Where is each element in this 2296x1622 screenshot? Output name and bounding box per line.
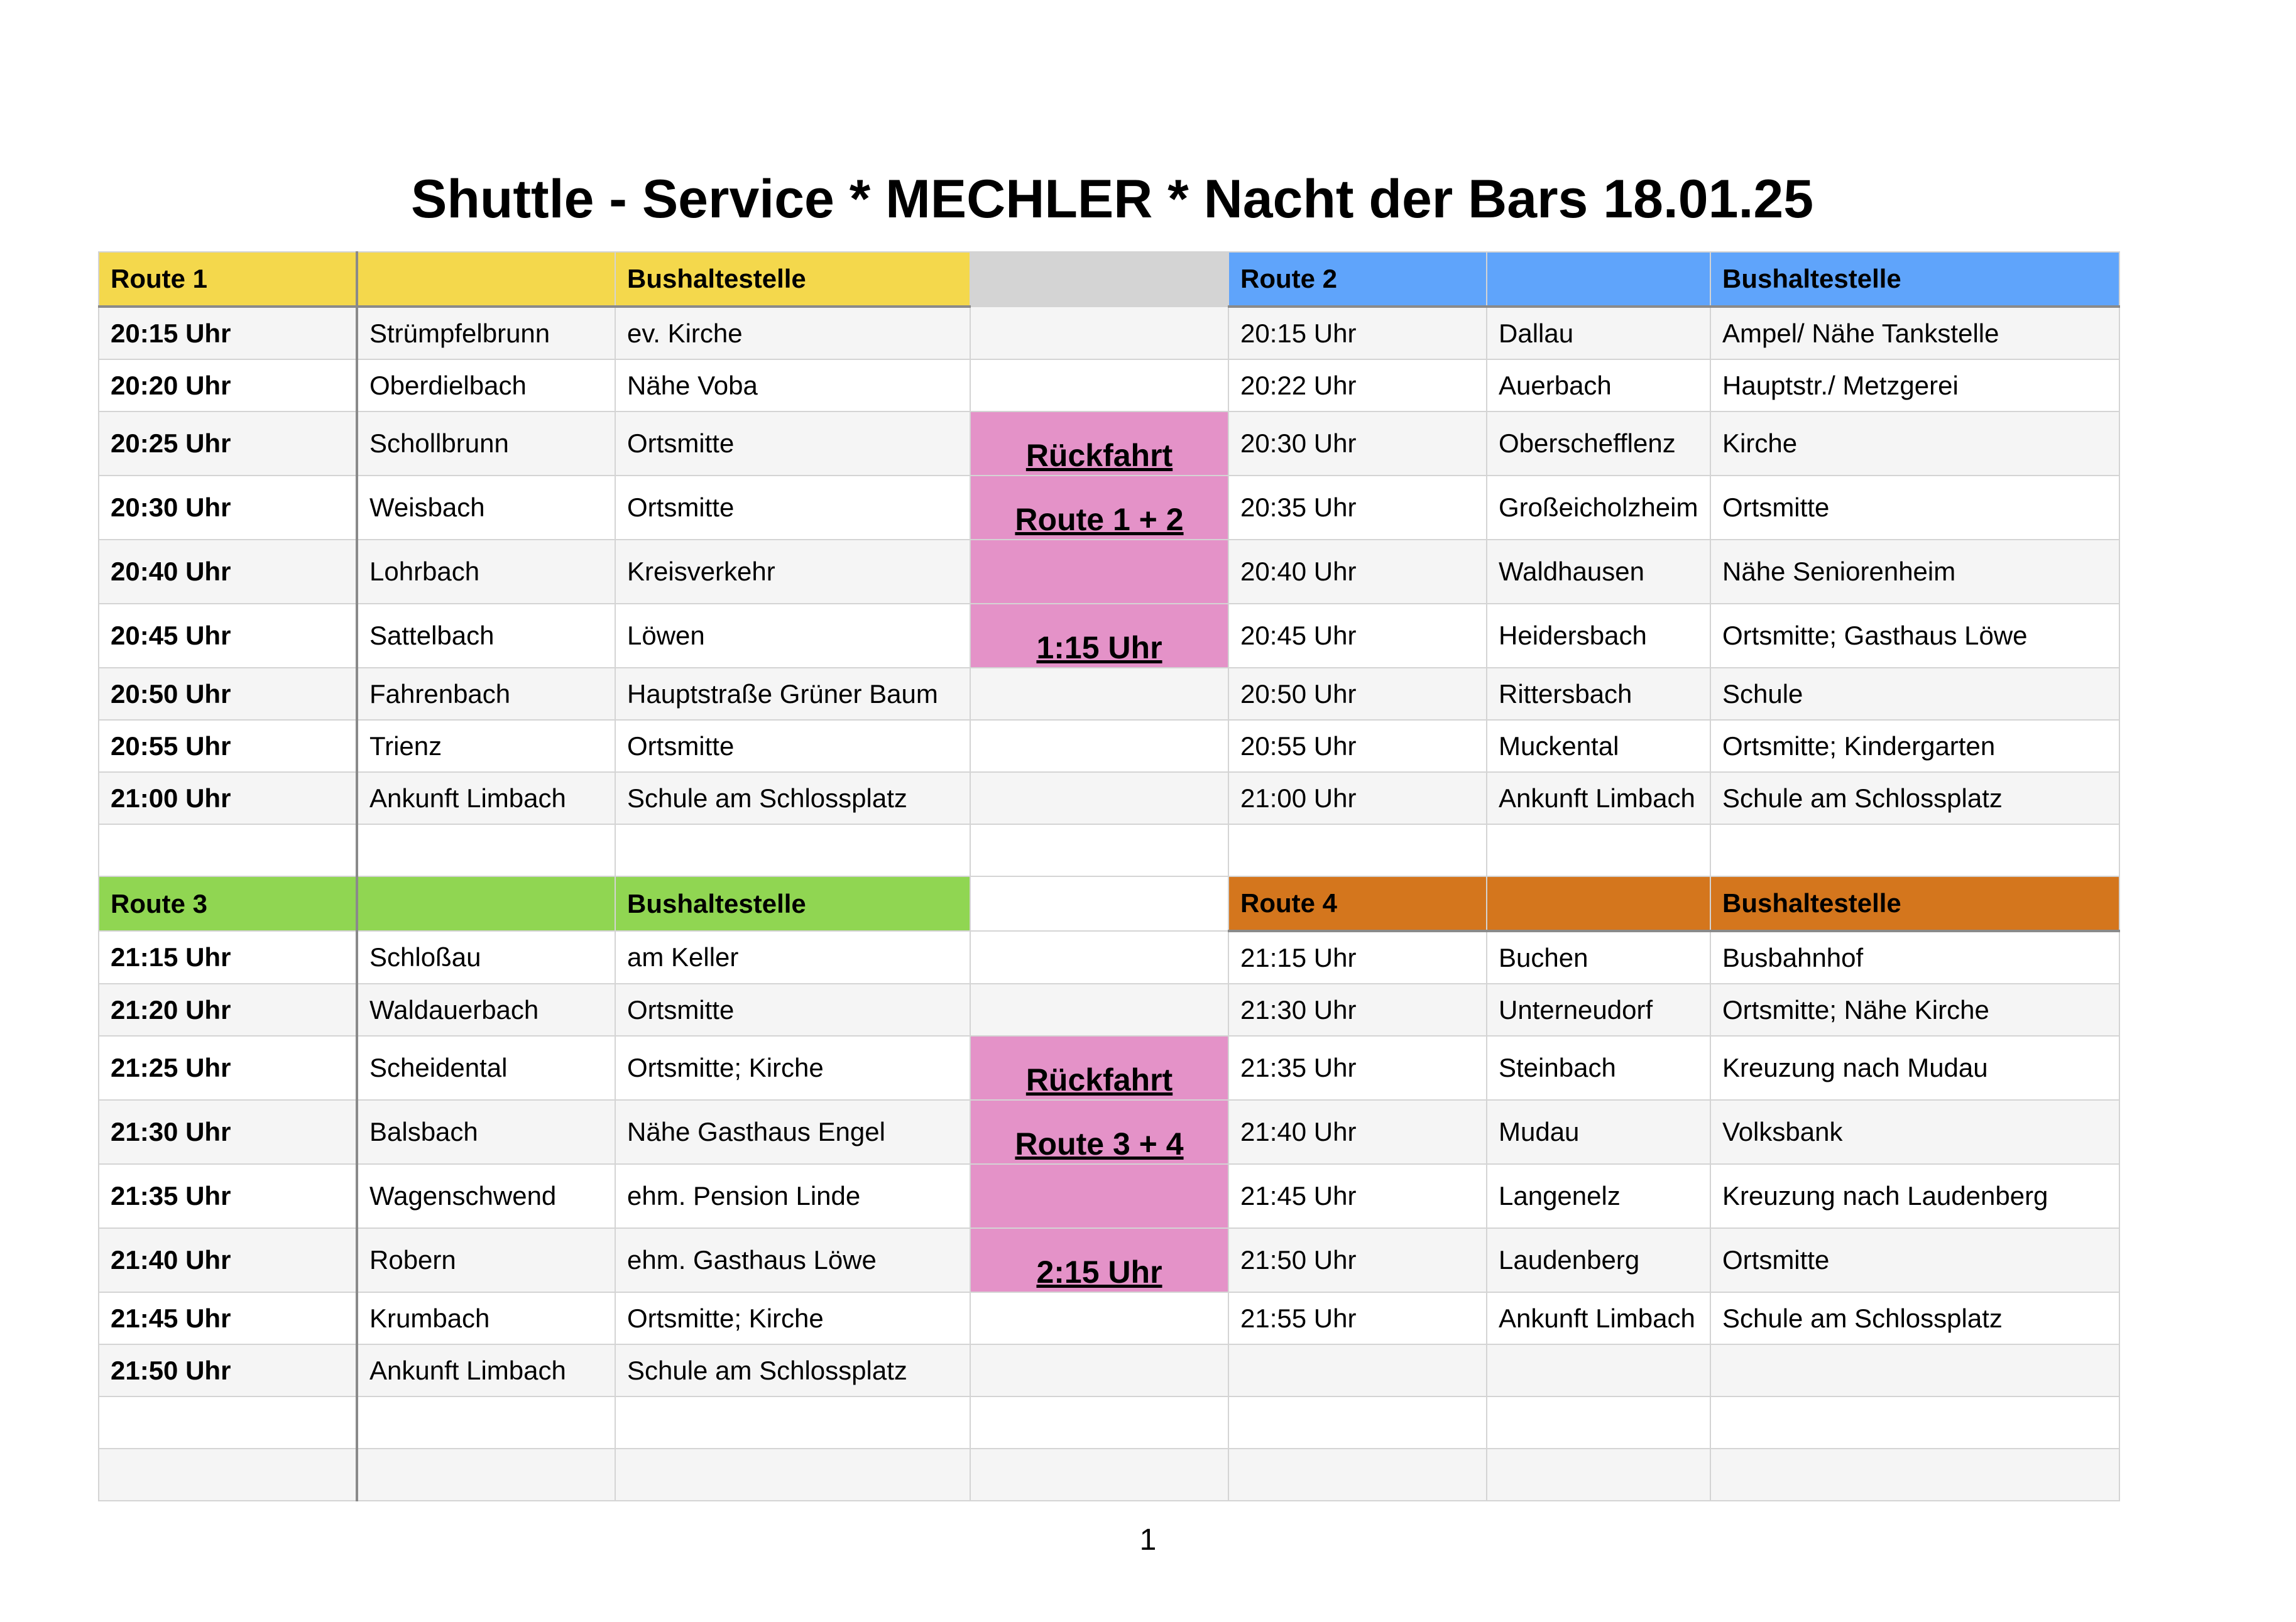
departure-time: 21:00 Uhr (1228, 772, 1487, 824)
bus-stop: Kreuzung nach Laudenberg (1710, 1164, 2119, 1228)
bus-stop: Ortsmitte; Nähe Kirche (1710, 984, 2119, 1036)
place-name: Schollbrunn (357, 411, 615, 476)
place-name: Rittersbach (1487, 668, 1710, 720)
bus-stop: Schule am Schlossplatz (1710, 1292, 2119, 1344)
middle-blank (970, 931, 1228, 984)
empty-cell (615, 824, 970, 876)
route-header-blank (357, 876, 615, 931)
bus-stop: Ortsmitte (1710, 476, 2119, 540)
place-name: Robern (357, 1228, 615, 1292)
schedule-row (99, 1292, 2119, 1344)
bus-stop: Hauptstr./ Metzgerei (1710, 359, 2119, 411)
empty-cell (970, 1396, 1228, 1449)
departure-time: 21:35 Uhr (1228, 1036, 1487, 1100)
bus-stop: Schule am Schlossplatz (1710, 772, 2119, 824)
stop-header: Bushaltestelle (615, 876, 970, 931)
schedule-row (99, 984, 2119, 1036)
schedule-row (99, 307, 2119, 359)
place-name: Lohrbach (357, 540, 615, 604)
bus-stop: Ortsmitte; Kindergarten (1710, 720, 2119, 772)
place-name: Laudenberg (1487, 1228, 1710, 1292)
bus-stop: Kreuzung nach Mudau (1710, 1036, 2119, 1100)
schedule-row (99, 604, 2119, 668)
place-name: Fahrenbach (357, 668, 615, 720)
empty-cell (99, 1396, 357, 1449)
route-label: Route 1 (99, 252, 357, 307)
departure-time: 21:20 Uhr (99, 984, 357, 1036)
place-name: Ankunft Limbach (1487, 1292, 1710, 1344)
bus-stop: ehm. Gasthaus Löwe (615, 1228, 970, 1292)
departure-time: 20:35 Uhr (1228, 476, 1487, 540)
place-name: Sattelbach (357, 604, 615, 668)
departure-time: 20:40 Uhr (99, 540, 357, 604)
place-name: Oberschefflenz (1487, 411, 1710, 476)
empty-cell (99, 824, 357, 876)
empty-cell (1228, 824, 1487, 876)
empty-cell (1228, 1396, 1487, 1449)
bus-stop: Kirche (1710, 411, 2119, 476)
departure-time: 21:45 Uhr (1228, 1164, 1487, 1228)
empty-row (99, 1396, 2119, 1449)
empty-cell (357, 824, 615, 876)
stop-header: Bushaltestelle (1710, 252, 2119, 307)
place-name: Langenelz (1487, 1164, 1710, 1228)
route-label: Route 3 (99, 876, 357, 931)
bus-stop: Nähe Voba (615, 359, 970, 411)
empty-cell (1710, 824, 2119, 876)
empty-cell (1487, 824, 1710, 876)
bus-stop: Ortsmitte (615, 476, 970, 540)
departure-time: 21:30 Uhr (1228, 984, 1487, 1036)
empty-cell (615, 1396, 970, 1449)
empty-row (99, 1449, 2119, 1501)
place-name: Balsbach (357, 1100, 615, 1164)
empty-cell (970, 824, 1228, 876)
bus-stop: Ortsmitte; Gasthaus Löwe (1710, 604, 2119, 668)
schedule-row (99, 1164, 2119, 1228)
departure-time: 20:40 Uhr (1228, 540, 1487, 604)
bus-stop: Busbahnhof (1710, 931, 2119, 984)
middle-blank (970, 668, 1228, 720)
place-name: Trienz (357, 720, 615, 772)
middle-blank (970, 1292, 1228, 1344)
bus-stop: Ortsmitte; Kirche (615, 1292, 970, 1344)
route-label: Route 2 (1228, 252, 1487, 307)
bus-stop: Ortsmitte; Kirche (615, 1036, 970, 1100)
empty-cell (1487, 1449, 1710, 1501)
empty-row (99, 824, 2119, 876)
empty-cell (970, 1449, 1228, 1501)
bus-stop: Kreisverkehr (615, 540, 970, 604)
departure-time: 21:40 Uhr (99, 1228, 357, 1292)
empty-cell (99, 1449, 357, 1501)
departure-time: 20:20 Uhr (99, 359, 357, 411)
schedule-row (99, 411, 2119, 476)
bus-stop: am Keller (615, 931, 970, 984)
departure-time: 21:35 Uhr (99, 1164, 357, 1228)
middle-blank (970, 772, 1228, 824)
place-name: Auerbach (1487, 359, 1710, 411)
place-name: Heidersbach (1487, 604, 1710, 668)
place-name: Ankunft Limbach (357, 772, 615, 824)
schedule-row (99, 668, 2119, 720)
place-name: Ankunft Limbach (357, 1344, 615, 1396)
bus-stop: Ampel/ Nähe Tankstelle (1710, 307, 2119, 359)
schedule-row (99, 476, 2119, 540)
schedule-row (99, 359, 2119, 411)
middle-blank (970, 984, 1228, 1036)
schedule-row (99, 1100, 2119, 1164)
route-header-row (99, 876, 2119, 931)
schedule-row (99, 720, 2119, 772)
departure-time: 20:25 Uhr (99, 411, 357, 476)
bus-stop: Nähe Seniorenheim (1710, 540, 2119, 604)
departure-time: 20:45 Uhr (99, 604, 357, 668)
route-header-blank (357, 252, 615, 307)
empty-cell (615, 1449, 970, 1501)
departure-time: 21:50 Uhr (1228, 1228, 1487, 1292)
departure-time: 20:55 Uhr (99, 720, 357, 772)
place-name: Weisbach (357, 476, 615, 540)
departure-time: 20:50 Uhr (1228, 668, 1487, 720)
bus-stop: Ortsmitte (615, 720, 970, 772)
schedule-row (99, 1228, 2119, 1292)
return-trip-info (970, 540, 1228, 604)
bus-stop: Löwen (615, 604, 970, 668)
empty-cell (1228, 1449, 1487, 1501)
bus-stop: Volksbank (1710, 1100, 2119, 1164)
place-name: Krumbach (357, 1292, 615, 1344)
return-trip-info: Route 1 + 2 (970, 476, 1228, 540)
route-header-blank (1487, 876, 1710, 931)
place-name: Strümpfelbrunn (357, 307, 615, 359)
middle-header-blank (970, 876, 1228, 931)
return-trip-info: Rückfahrt (970, 411, 1228, 476)
bus-stop: Ortsmitte (615, 411, 970, 476)
place-name: Muckental (1487, 720, 1710, 772)
schedule-row (99, 1344, 2119, 1396)
empty-cell (357, 1396, 615, 1449)
bus-stop: Nähe Gasthaus Engel (615, 1100, 970, 1164)
empty-cell (357, 1449, 615, 1501)
return-trip-info: 2:15 Uhr (970, 1228, 1228, 1292)
route-label: Route 4 (1228, 876, 1487, 931)
return-trip-info: 1:15 Uhr (970, 604, 1228, 668)
schedule-row (99, 931, 2119, 984)
middle-blank (970, 1344, 1228, 1396)
route-header-blank (1487, 252, 1710, 307)
bus-stop (1710, 1344, 2119, 1396)
route-header-row (99, 252, 2119, 307)
departure-time: 21:45 Uhr (99, 1292, 357, 1344)
shuttle-schedule-table (98, 251, 2120, 1501)
empty-cell (1710, 1449, 2119, 1501)
bus-stop: Schule am Schlossplatz (615, 772, 970, 824)
place-name: Waldauerbach (357, 984, 615, 1036)
middle-blank (970, 359, 1228, 411)
empty-cell (1487, 1396, 1710, 1449)
departure-time: 21:00 Uhr (99, 772, 357, 824)
place-name: Waldhausen (1487, 540, 1710, 604)
place-name: Oberdielbach (357, 359, 615, 411)
place-name: Unterneudorf (1487, 984, 1710, 1036)
departure-time (1228, 1344, 1487, 1396)
bus-stop: Schule am Schlossplatz (615, 1344, 970, 1396)
place-name: Steinbach (1487, 1036, 1710, 1100)
departure-time: 20:15 Uhr (1228, 307, 1487, 359)
bus-stop: Schule (1710, 668, 2119, 720)
bus-stop: Ortsmitte (615, 984, 970, 1036)
place-name: Schloßau (357, 931, 615, 984)
departure-time: 21:25 Uhr (99, 1036, 357, 1100)
stop-header: Bushaltestelle (1710, 876, 2119, 931)
departure-time: 20:22 Uhr (1228, 359, 1487, 411)
middle-blank (970, 720, 1228, 772)
place-name: Mudau (1487, 1100, 1710, 1164)
place-name: Scheidental (357, 1036, 615, 1100)
schedule-row (99, 540, 2119, 604)
page-title: Shuttle - Service * MECHLER * Nacht der Bars 18.01.25 (410, 169, 1814, 229)
departure-time: 20:55 Uhr (1228, 720, 1487, 772)
departure-time: 20:50 Uhr (99, 668, 357, 720)
departure-time: 21:55 Uhr (1228, 1292, 1487, 1344)
departure-time: 20:30 Uhr (99, 476, 357, 540)
middle-blank (970, 307, 1228, 359)
departure-time: 21:15 Uhr (99, 931, 357, 984)
departure-time: 20:45 Uhr (1228, 604, 1487, 668)
departure-time: 21:40 Uhr (1228, 1100, 1487, 1164)
place-name (1487, 1344, 1710, 1396)
page-number: 1 (1139, 1523, 1157, 1557)
departure-time: 20:15 Uhr (99, 307, 357, 359)
bus-stop: ehm. Pension Linde (615, 1164, 970, 1228)
place-name: Ankunft Limbach (1487, 772, 1710, 824)
place-name: Wagenschwend (357, 1164, 615, 1228)
schedule-row (99, 772, 2119, 824)
bus-stop: Hauptstraße Grüner Baum (615, 668, 970, 720)
bus-stop: ev. Kirche (615, 307, 970, 359)
return-trip-info (970, 1164, 1228, 1228)
departure-time: 21:50 Uhr (99, 1344, 357, 1396)
departure-time: 21:15 Uhr (1228, 931, 1487, 984)
return-trip-info: Route 3 + 4 (970, 1100, 1228, 1164)
place-name: Buchen (1487, 931, 1710, 984)
place-name: Großeicholzheim (1487, 476, 1710, 540)
departure-time: 20:30 Uhr (1228, 411, 1487, 476)
return-trip-info: Rückfahrt (970, 1036, 1228, 1100)
middle-header-blank (970, 252, 1228, 307)
departure-time: 21:30 Uhr (99, 1100, 357, 1164)
empty-cell (1710, 1396, 2119, 1449)
schedule-row (99, 1036, 2119, 1100)
bus-stop: Ortsmitte (1710, 1228, 2119, 1292)
stop-header: Bushaltestelle (615, 252, 970, 307)
place-name: Dallau (1487, 307, 1710, 359)
